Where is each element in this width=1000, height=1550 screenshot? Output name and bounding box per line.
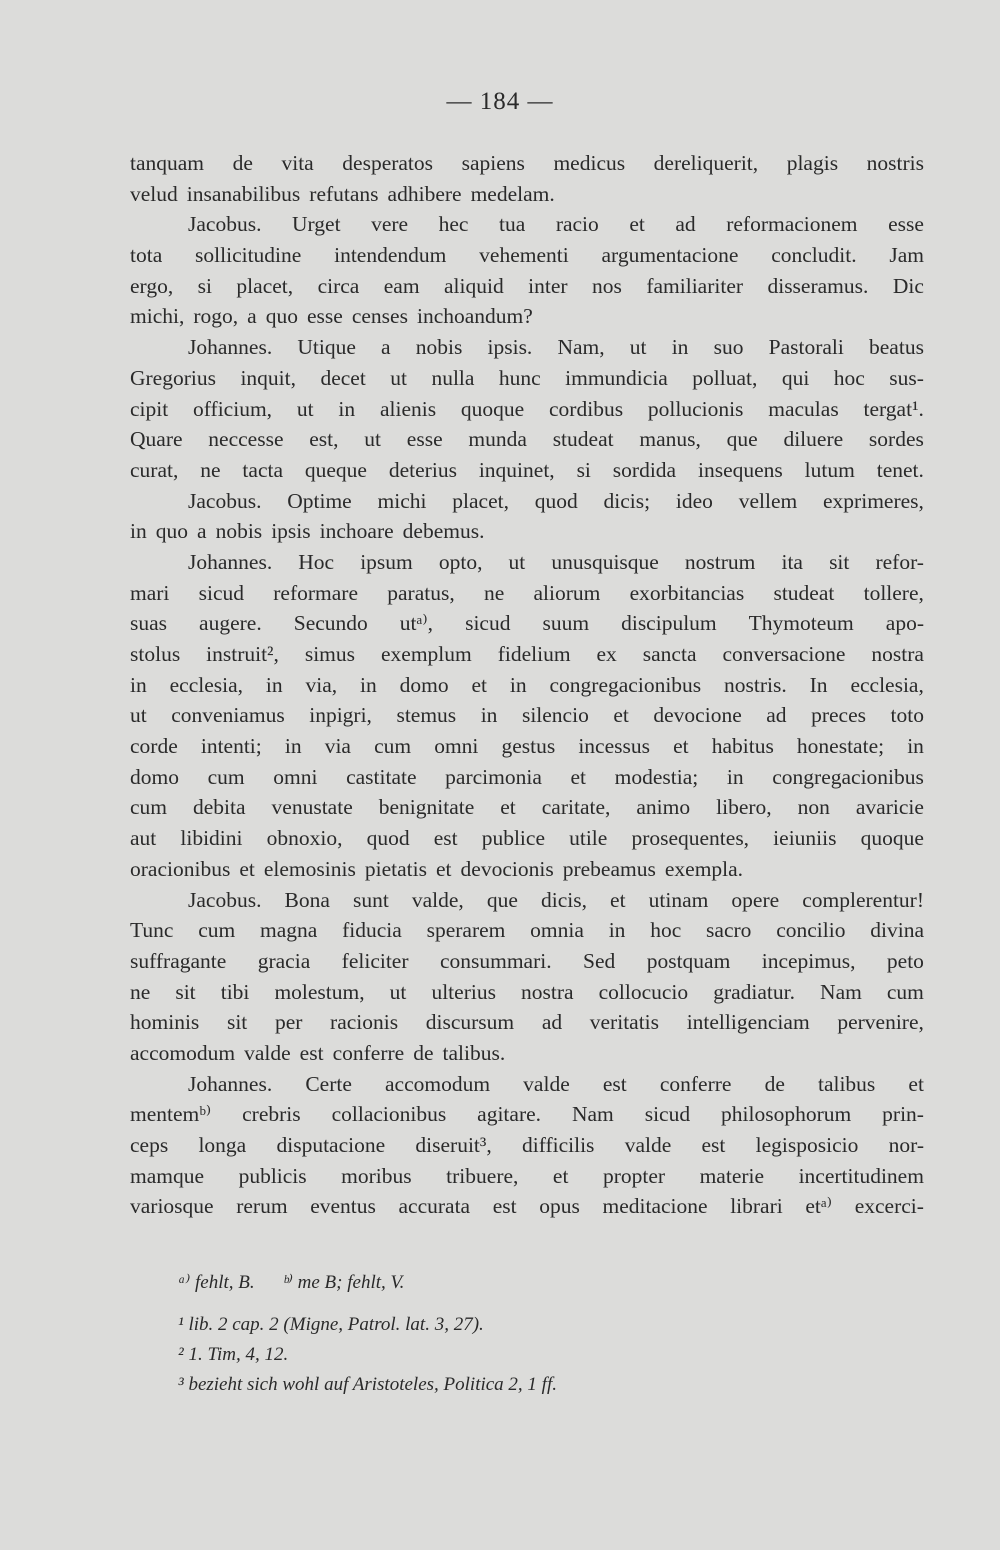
text-line	[130, 1130, 924, 1161]
text-line	[130, 731, 924, 762]
page-number: — 184 —	[446, 88, 554, 115]
text-line	[130, 363, 924, 394]
text-line	[130, 209, 924, 240]
text-line	[130, 977, 924, 1008]
text-line	[130, 240, 924, 271]
text-line-content: tota sollicitudine intendendum vehementi argumentacione concludit. Jam	[130, 243, 924, 268]
text-line-content: Tunc cum magna fiducia sperarem omnia in hoc sacro concilio divina	[130, 918, 924, 943]
text-line	[130, 301, 924, 332]
critical-apparatus: ᵃ⁾ fehlt, B. ᵇ⁾ me B; fehlt, V.	[178, 1272, 405, 1293]
text-line	[130, 608, 924, 639]
text-line	[130, 547, 924, 578]
text-line	[130, 915, 924, 946]
text-line-content: Johannes. Utique a nobis ipsis. Nam, ut in suo Pastorali beatus	[188, 335, 924, 360]
text-line	[130, 885, 924, 916]
text-line	[130, 1038, 924, 1069]
text-line-content: tanquam de vita desperatos sapiens medicus dereliquerit, plagis nostris	[130, 151, 924, 175]
text-line	[130, 1191, 924, 1222]
text-line-content: corde intenti; in via cum omni gestus incessus et habitus honestate; in	[130, 734, 924, 759]
text-line-content: in quo a nobis ipsis inchoare debemus.	[130, 519, 485, 544]
text-line-content: Quare neccesse est, ut esse munda studeat manus, que diluere sordes	[130, 427, 924, 452]
text-line-content: in ecclesia, in via, in domo et in congregacionibus nostris. In ecclesia,	[130, 672, 924, 697]
text-line	[130, 854, 924, 885]
text-line-content: aut libidini obnoxio, quod est publice utile prosequentes, ieiuniis quoque	[130, 826, 924, 851]
text-line-content: suas augere. Secundo utᵃ⁾, sicud suum discipulum Thymoteum apo-	[130, 611, 924, 636]
text-line	[130, 670, 924, 701]
text-line	[130, 762, 924, 793]
text-line	[130, 1161, 924, 1192]
footnotes	[178, 1268, 898, 1400]
footnote-3: ³ bezieht sich wohl auf Aristoteles, Politica 2, 1 ff.	[178, 1374, 557, 1395]
text-line-content: mentemᵇ⁾ crebris collacionibus agitare. Nam sicud philosophorum prin-	[130, 1102, 924, 1127]
text-line-content: velud insanabilibus refutans adhibere medelam.	[130, 181, 555, 206]
text-line	[130, 486, 924, 517]
text-line-content: Jacobus. Optime michi placet, quod dicis; ideo vellem exprimeres,	[188, 488, 924, 513]
text-line-content: variosque rerum eventus accurata est opus meditacione librari etᵃ⁾ excerci-	[130, 1194, 924, 1219]
text-line	[130, 578, 924, 609]
text-line-content: Johannes. Hoc ipsum opto, ut unusquisque nostrum ita sit refor-	[188, 549, 924, 574]
text-line	[130, 1007, 924, 1038]
footnote-1: ¹ lib. 2 cap. 2 (Migne, Patrol. lat. 3, 27).	[178, 1314, 484, 1335]
text-line	[130, 1069, 924, 1100]
text-line-content: michi, rogo, a quo esse censes inchoandum?	[130, 304, 533, 329]
text-line	[130, 148, 924, 179]
text-line	[130, 424, 924, 455]
text-line	[130, 455, 924, 486]
text-line-content: ceps longa disputacione diseruit³, difficilis valde est legisposicio nor-	[130, 1133, 924, 1157]
text-line	[130, 700, 924, 731]
text-line-content: domo cum omni castitate parcimonia et modestia; in congregacionibus	[130, 764, 924, 789]
text-line	[130, 271, 924, 302]
text-line	[130, 1099, 924, 1130]
text-line-content: stolus instruit², simus exemplum fidelium ex sancta conversacione nostra	[130, 642, 924, 666]
text-line-content: Jacobus. Urget vere hec tua racio et ad reformacionem esse	[188, 212, 924, 237]
text-line-content: hominis sit per racionis discursum ad veritatis intelligenciam pervenire,	[130, 1010, 924, 1035]
footnote-2: ² 1. Tim, 4, 12.	[178, 1344, 289, 1365]
text-line	[130, 823, 924, 854]
text-line	[130, 332, 924, 363]
text-line-content: Johannes. Certe accomodum valde est conferre de talibus et	[188, 1071, 924, 1096]
text-line	[130, 179, 924, 210]
text-line-content: mari sicud reformare paratus, ne aliorum exorbitancias studeat tollere,	[130, 580, 924, 605]
body-text	[130, 148, 924, 1222]
text-line-content: ut conveniamus inpigri, stemus in silencio et devocione ad preces toto	[130, 703, 924, 728]
text-line-content: Gregorius inquit, decet ut nulla hunc immundicia polluat, qui hoc sus-	[130, 365, 924, 390]
text-line-content: suffragante gracia feliciter consummari. Sed postquam incepimus, peto	[130, 948, 924, 973]
text-line	[130, 946, 924, 977]
text-line-content: ergo, si placet, circa eam aliquid inter nos familiariter disseramus. Dic	[130, 273, 924, 298]
text-line-content: mamque publicis moribus tribuere, et propter materie incertitudinem	[130, 1163, 924, 1188]
text-line-content: cum debita venustate benignitate et caritate, animo libero, non avaricie	[130, 795, 924, 820]
text-line-content: Jacobus. Bona sunt valde, que dicis, et utinam opere complerentur!	[188, 887, 924, 912]
text-line-content: accomodum valde est conferre de talibus.	[130, 1040, 506, 1065]
text-line	[130, 394, 924, 425]
text-line-content: curat, ne tacta queque deterius inquinet, si sordida insequens lutum tenet.	[130, 457, 924, 482]
text-line	[130, 639, 924, 670]
text-line-content: ne sit tibi molestum, ut ulterius nostra collocucio gradiatur. Nam cum	[130, 979, 924, 1004]
text-line	[130, 516, 924, 547]
text-line-content: cipit officium, ut in alienis quoque cordibus pollucionis maculas tergat¹.	[130, 396, 924, 421]
text-line	[130, 792, 924, 823]
text-line-content: oracionibus et elemosinis pietatis et devocionis prebeamus exempla.	[130, 856, 744, 881]
